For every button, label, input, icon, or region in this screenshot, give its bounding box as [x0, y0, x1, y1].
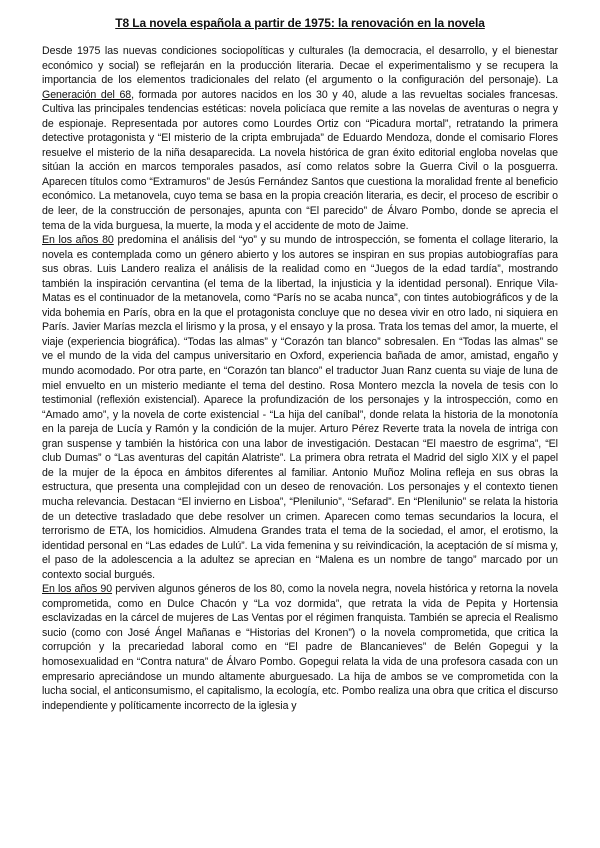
paragraph-intro	[42, 44, 558, 233]
underlined-term: Generación del 68	[42, 88, 132, 101]
paragraph-text: perviven algunos géneros de los 80, como la novela negra, novela histórica y retorna la novela comprometida, como en Dulce Chacón y “La voz dormida”, que retrata la vida de Pepita y Hortensia esclavizadas en la cárcel de mujeres de Las Ventas por el régimen franquista. También se aprecia el Realismo sucio (como con José Ángel Mañanas e “Historias del Kronen”) o la novela comprometida, que critica la corrupción y la precariedad laboral como en “El padre de Blancanieves” de Belén Gopegui y la homosexualidad en “Contra natura” de Álvaro Pombo. Gopegui relata la vida de una profesora casada con un empresario apreciándose un mundo altamente aburguesado. La hija de ambos se ve comprometida con la lucha social, el anticonsumismo, el capitalismo, la ecología, etc. Pombo realiza una obra que critica el discurso independiente y políticamente incorrecto de la iglesia y	[42, 583, 558, 712]
paragraph-text: predomina el análisis del “yo” y su mundo de introspección, se fomenta el collage literario, la novela es contemplada como un género abierto y los autores se inspiran en sus propias autobiografías para sus obras. Luis Landero realiza el análisis de la realidad como en “Juegos de la edad tardía”, mostrando también la inspiración cervantina (el tema de la libertad, la injusticia y la identidad personal). Enrique Vila-Matas es el continuador de la metanovela, como “París no se acaba nunca”, con tintes autobiográficos y de la vida bohemia en París, obra en la que el protagonista concluye que no desea vivir en otro lado, ni siquiera en París. Javier Marías mezcla el lirismo y la prosa, y el ensayo y la prosa. Trata los temas del amor, la muerte, el viaje (experiencia biográfica). “Todas las almas” y “Corazón tan blanco” sobresalen. En “Todas las almas” se ve el mundo de la vida del campus universitario en Oxford, experiencia bañada de amor, amistad, engaño y mundo acomodado. Por otra parte, en “Corazón tan blanco” el traductor Juan Ranz cuenta su viaje de luna de miel envuelto en un misterio mediante el tema del destino. Rosa Montero mezcla la novela de tesis con lo testimonial (reflexión existencial). Aparece la profundización de los personajes y la introspección, como en “Amado amo”, y la novela de corte existencial - “La hija del caníbal”, donde relata la historia de la monotonía en la pareja de Lucía y Ramón y la condición de la mujer. Arturo Pérez Reverte trata la novela de intriga con gran suspense y también la histórica con una labor de investigación. Destacan “El maestro de esgrima”, “El club Dumas” o “Las aventuras del capitán Alatriste”. La primera obra retrata el Madrid del siglo XIX y el papel de la mujer de la época en ámbitos diferentes al familiar. Antonio Muñoz Molina refleja en sus obras la estructura, que presenta una complejidad con un deseo de renovación. Los personajes y el contexto tienen mucha relevancia. Destacan “El invierno en Lisboa”, “Plenilunio”, “Sefarad”. En “Plenilunio” se relata la historia de un detective trasladado que debe resolver un crimen. Aparecen como temas secundarios la locura, el terrorismo de ETA, los homicidios. Almudena Grandes trata el tema de la sociedad, el amor, el erotismo, la identidad personal en “Las edades de Lulú”. La vida femenina y su reivindicación, la aceptación de sí misma y, el paso de la adolescencia a la adultez se aprecian en “Malena es un nombre de tango” marcado por un contexto social burgués.	[42, 234, 558, 581]
document-body	[42, 44, 558, 713]
section-heading-80s: En los años 80	[42, 234, 114, 247]
paragraph-text: Desde 1975 las nuevas condiciones sociopolíticas y culturales (la democracia, el desarrollo, y el bienestar económico y social) se reflejarán en la producción literaria. Decae el experimentalismo y se recupera la importancia de los elementos tradicionales del relato (el argumento o la configuración del personaje). La	[42, 45, 558, 87]
paragraph-80s	[42, 233, 558, 582]
paragraph-90s	[42, 582, 558, 713]
paragraph-text: , formada por autores nacidos en los 30 y 40, alude a las revueltas sociales francesas. Cultiva las principales tendencias estéticas: novela policíaca que remite a las novelas de aventuras o negra y de espionaje. Representada por autores como Lourdes Ortiz con “Picadura mortal”, retratando la primera detective protagonista y “El misterio de la cripta embrujada” de Eduardo Mendoza, donde el comisario Flores resuelve el misterio de la niña desaparecida. La novela histórica de gran éxito editorial engloba novelas que sitúan la acción en marcos temporales pasados, así como relatos sobre la Guerra Civil o la posguerra. Aparecen títulos como “Extramuros” de Jesús Fernández Santos que cuestiona la moralidad frente al beneficio económico. La metanovela, cuyo tema se basa en la propia creación literaria, es decir, el proceso de escribir o de leer, de la construcción de personajes, apunta con “El parecido” de Álvaro Pombo, donde se aprecia el tema de la vida burguesa, la muerte, la moda y el accidente de moto de Jaime.	[42, 88, 558, 232]
section-heading-90s: En los años 90	[42, 583, 113, 596]
document-title: T8 La novela española a partir de 1975: la renovación en la novela	[115, 16, 485, 30]
